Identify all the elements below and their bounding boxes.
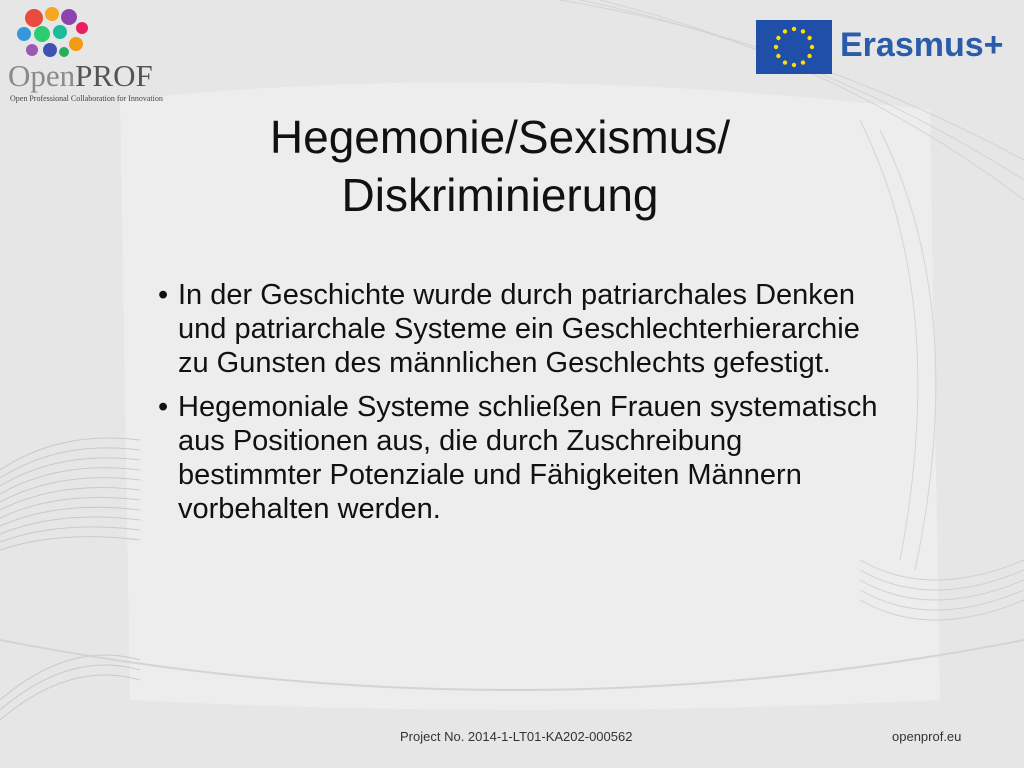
footer-project-number: Project No. 2014-1-LT01-KA202-000562 [400,729,633,744]
slide-title-line-2: Diskriminierung [341,169,659,221]
openprof-icon-cluster [12,4,92,64]
bullet-item [158,278,878,380]
slide-title-line-1: Hegemonie/Sexismus/ [269,111,731,163]
footer-website: openprof.eu [892,729,962,744]
eu-flag-icon [756,20,832,74]
erasmus-wordmark: Erasmus+ [840,26,1004,64]
openprof-logo [4,2,164,106]
bullet-marker: • [158,391,169,423]
slide-title [140,108,860,224]
bullet-text: Hegemoniale Systeme schließen Frauen systematisch aus Positionen aus, die durch Zuschreibung bestimmter Potenziale und Fähigkeiten Männern vorbehalten werden. [178,391,878,525]
bullet-list [158,278,878,536]
openprof-wordmark: OpenPROF [8,58,153,93]
bullet-text: In der Geschichte wurde durch patriarchales Denken und patriarchale Systeme ein Geschlechterhierarchie zu Gunsten des männlichen Geschlechts gefestigt. [178,279,860,379]
openprof-tagline: Open Professional Collaboration for Innovation [10,94,163,103]
erasmus-logo [756,20,1006,74]
bullet-item [158,390,878,526]
bullet-marker: • [158,279,169,311]
